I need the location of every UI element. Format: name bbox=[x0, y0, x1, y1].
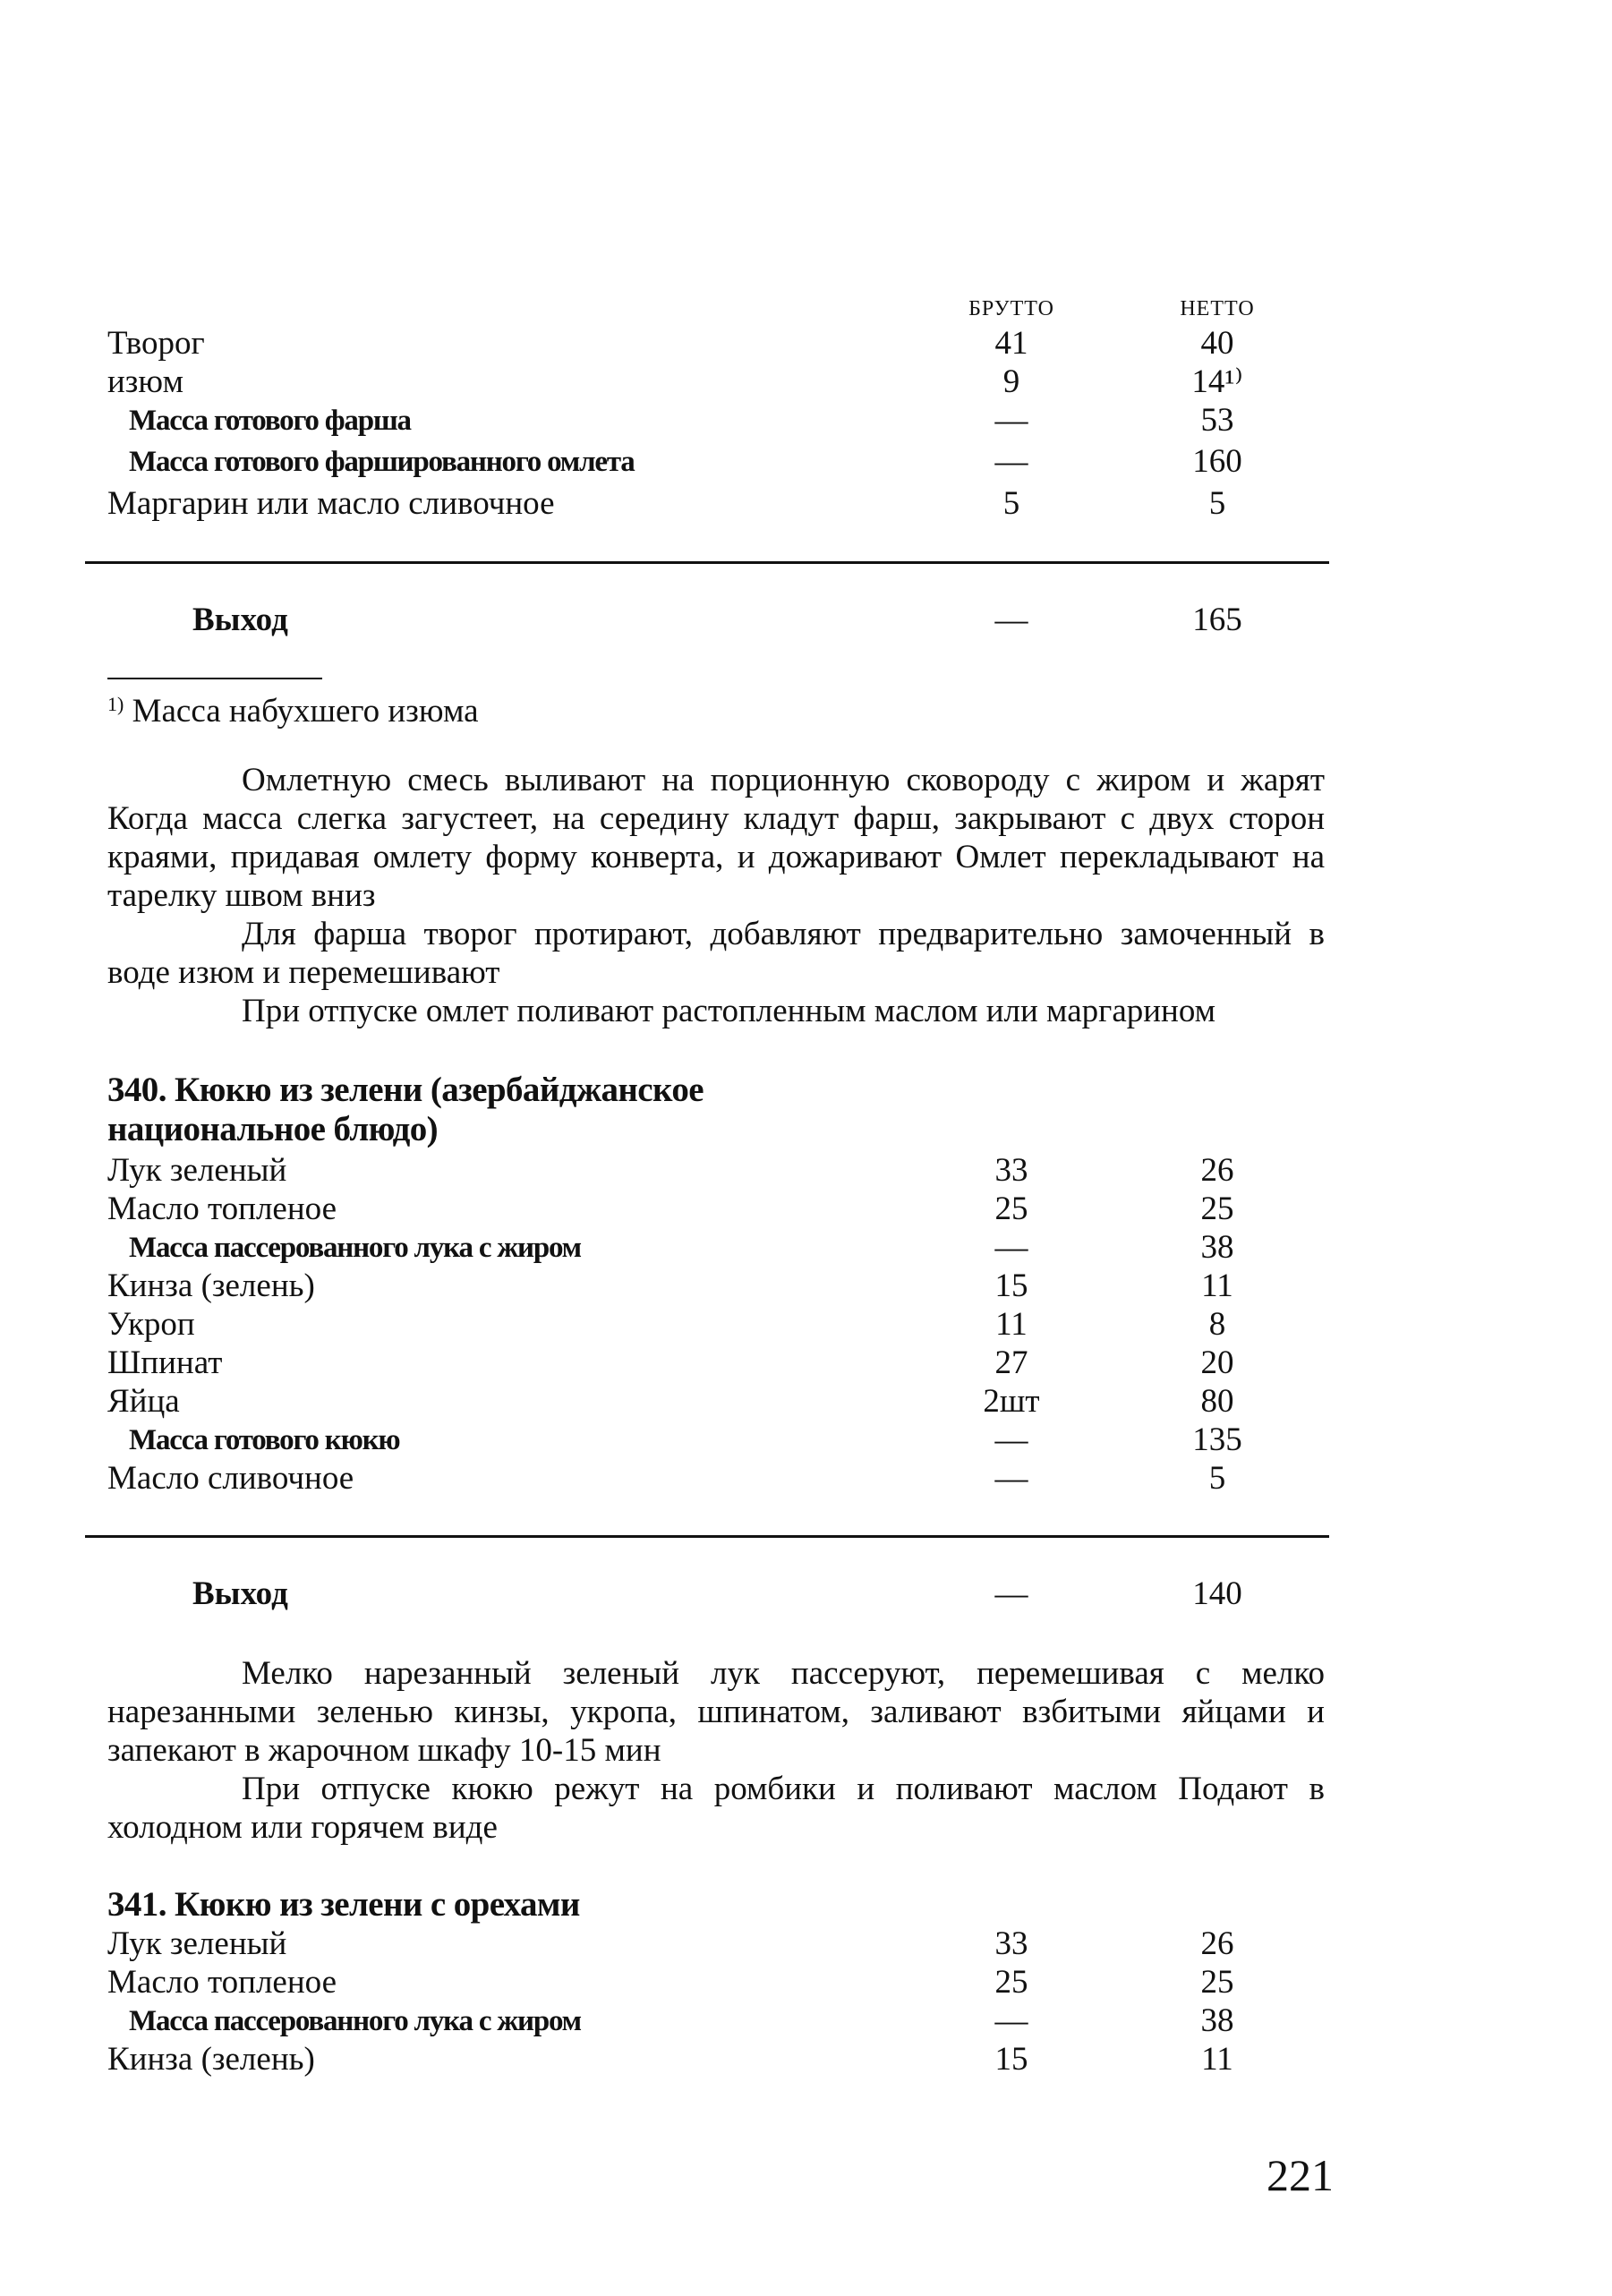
ingredient-name: Маргарин или масло сливочное bbox=[107, 485, 555, 522]
ingredient-name: Масса готового кюкю bbox=[129, 1424, 400, 1456]
footnote-text: Масса набухшего изюма bbox=[132, 693, 479, 730]
table-row bbox=[107, 1267, 1271, 1306]
ingredient-name: Масса пассерованного лука с жиром bbox=[129, 2005, 581, 2037]
brutto-value: 25 bbox=[994, 1191, 1028, 1227]
netto-value: 140 bbox=[1192, 1575, 1242, 1612]
table-row bbox=[107, 442, 1271, 482]
table-divider bbox=[85, 561, 1329, 564]
recipe-title-continued: национальное блюдо) bbox=[107, 1110, 439, 1148]
yield-row bbox=[107, 1575, 1271, 1614]
page-number: 221 bbox=[1267, 2150, 1334, 2200]
brutto-value: — bbox=[994, 443, 1028, 480]
netto-value: 40 bbox=[1200, 325, 1234, 362]
table-row bbox=[107, 1421, 1271, 1460]
brutto-value: 25 bbox=[994, 1964, 1028, 2001]
table-row bbox=[107, 363, 1271, 402]
table-row bbox=[107, 2002, 1271, 2041]
ingredient-name: Масло топленое bbox=[107, 1964, 337, 2001]
footnote-divider bbox=[107, 678, 322, 679]
table-row bbox=[107, 1382, 1271, 1421]
instruction-paragraph: При отпуске кюкю режут на ромбики и поливают маслом Подают в холодном или горячем виде bbox=[107, 1771, 1325, 1846]
instruction-paragraph: При отпуске омлет поливают растопленным маслом или маргарином bbox=[242, 993, 1216, 1029]
ingredient-name: Шпинат bbox=[107, 1344, 223, 1381]
netto-value: 26 bbox=[1200, 1925, 1234, 1962]
table-divider bbox=[85, 1535, 1329, 1538]
recipe-title: 341. Кюкю из зелени с орехами bbox=[107, 1885, 580, 1924]
netto-value: 11 bbox=[1201, 2041, 1233, 2078]
brutto-value: 2шт bbox=[983, 1383, 1040, 1420]
yield-label: Выход bbox=[192, 602, 288, 638]
ingredient-name: Масса готового фарша bbox=[129, 405, 411, 437]
table-row bbox=[107, 1925, 1271, 1964]
netto-value: 26 bbox=[1200, 1152, 1234, 1189]
netto-value: 165 bbox=[1192, 602, 1242, 638]
netto-value: 8 bbox=[1208, 1306, 1226, 1343]
brutto-value: 27 bbox=[994, 1344, 1028, 1381]
brutto-value: 15 bbox=[994, 1267, 1028, 1304]
netto-value: 11 bbox=[1201, 1267, 1233, 1304]
yield-row bbox=[107, 601, 1271, 640]
ingredient-name: Масса готового фаршированного омлета bbox=[129, 446, 635, 478]
instruction-paragraph: Омлетную смесь выливают на порционную сковороду с жиром и жарят Когда масса слегка загустеет, на середину кладут фарш, закрывают с двух сторон краями, придавая омлету форму конверта, и дожаривают Омлет перекладывают на тарелку швом вниз bbox=[107, 762, 1325, 914]
netto-value: 135 bbox=[1192, 1421, 1242, 1458]
ingredient-name: Укроп bbox=[107, 1306, 195, 1343]
table-row bbox=[107, 1459, 1271, 1498]
table-row bbox=[107, 1305, 1271, 1344]
brutto-value: 41 bbox=[994, 325, 1028, 362]
table-row bbox=[107, 324, 1271, 363]
recipe-title: 340. Кюкю из зелени (азербайджанское bbox=[107, 1071, 704, 1109]
ingredient-name: Кинза (зелень) bbox=[107, 1267, 315, 1304]
netto-value: 20 bbox=[1200, 1344, 1234, 1381]
brutto-value: 33 bbox=[994, 1152, 1028, 1189]
ingredient-name: Масло сливочное bbox=[107, 1460, 354, 1497]
brutto-value: — bbox=[994, 1421, 1028, 1458]
netto-value: 25 bbox=[1200, 1191, 1234, 1227]
table-row bbox=[107, 1190, 1271, 1229]
netto-value: 5 bbox=[1208, 485, 1226, 522]
netto-value: 80 bbox=[1200, 1383, 1234, 1420]
table-row bbox=[107, 1228, 1271, 1267]
ingredient-name: Масса пассерованного лука с жиром bbox=[129, 1232, 581, 1264]
column-header-netto: НЕТТО bbox=[1180, 297, 1255, 320]
ingredient-name: Лук зеленый bbox=[107, 1152, 287, 1189]
netto-value: 53 bbox=[1200, 402, 1234, 439]
brutto-value: — bbox=[994, 2002, 1028, 2039]
table-row bbox=[107, 484, 1271, 524]
netto-value: 160 bbox=[1192, 443, 1242, 480]
netto-value: 14¹⁾ bbox=[1191, 363, 1243, 400]
netto-value: 5 bbox=[1208, 1460, 1226, 1497]
brutto-value: — bbox=[994, 1460, 1028, 1497]
instruction-paragraph: Для фарша творог протирают, добавляют предварительно замоченный в воде изюм и перемешивают bbox=[107, 916, 1325, 991]
brutto-value: — bbox=[994, 1575, 1028, 1612]
ingredient-name: Творог bbox=[107, 325, 205, 362]
brutto-value: 33 bbox=[994, 1925, 1028, 1962]
ingredient-name: Кинза (зелень) bbox=[107, 2041, 315, 2078]
brutto-value: 11 bbox=[995, 1306, 1028, 1343]
brutto-value: — bbox=[994, 1229, 1028, 1266]
table-row bbox=[107, 1963, 1271, 2002]
netto-value: 25 bbox=[1200, 1964, 1234, 2001]
brutto-value: — bbox=[994, 402, 1028, 439]
table-row bbox=[107, 1344, 1271, 1383]
ingredient-name: Лук зеленый bbox=[107, 1925, 287, 1962]
yield-label: Выход bbox=[192, 1575, 288, 1612]
brutto-value: 5 bbox=[1002, 485, 1020, 522]
footnote bbox=[107, 685, 479, 731]
table-row bbox=[107, 2040, 1271, 2079]
brutto-value: 15 bbox=[994, 2041, 1028, 2078]
instruction-paragraph: Мелко нарезанный зеленый лук пассеруют, перемешивая с мелко нарезанными зеленью кинзы, укропа, шпинатом, заливают взбитыми яйцами и запекают в жарочном шкафу 10-15 мин bbox=[107, 1655, 1325, 1769]
ingredient-name: Масло топленое bbox=[107, 1191, 337, 1227]
ingredient-name: Яйца bbox=[107, 1383, 180, 1420]
column-header-brutto: БРУТТО bbox=[968, 297, 1054, 320]
netto-value: 38 bbox=[1200, 1229, 1234, 1266]
brutto-value: — bbox=[994, 602, 1028, 638]
table-row bbox=[107, 1151, 1271, 1191]
ingredient-name: изюм bbox=[107, 363, 183, 400]
table-row bbox=[107, 401, 1271, 440]
brutto-value: 9 bbox=[1002, 363, 1020, 400]
footnote-mark: 1) bbox=[107, 693, 124, 715]
netto-value: 38 bbox=[1200, 2002, 1234, 2039]
